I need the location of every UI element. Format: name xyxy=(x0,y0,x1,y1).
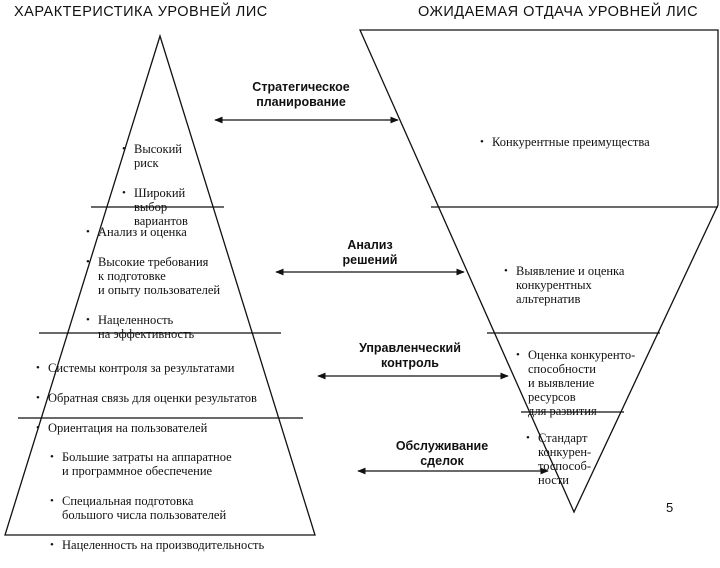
returns-strategic xyxy=(478,121,708,165)
list-item: • Нацеленность на эффективность xyxy=(84,313,284,341)
list-item: • Оценка конкуренто- способности и выявление ресурсов для развития xyxy=(514,348,664,418)
list-item: • Нацеленность на производительность xyxy=(48,538,318,552)
returns-transactions xyxy=(524,417,624,503)
list-item: • Ориентация на пользователей xyxy=(34,421,324,435)
right-header: ОЖИДАЕМАЯ ОТДАЧА УРОВНЕЙ ЛИС xyxy=(418,4,699,20)
left-header: ХАРАКТЕРИСТИКА УРОВНЕЙ ЛИС xyxy=(14,4,268,20)
list-item: • Высокие требования к подготовке и опыту пользователей xyxy=(84,255,284,297)
characteristics-transactions xyxy=(48,436,318,568)
list-item: • Конкурентные преимущества xyxy=(478,135,708,149)
list-item: • Специальная подготовка большого числа пользователей xyxy=(48,494,318,522)
list-item: • Обратная связь для оценки результатов xyxy=(34,391,324,405)
list-item: • Большие затраты на аппаратное и программное обеспечение xyxy=(48,450,318,478)
list-item: • Широкий выбор вариантов xyxy=(120,186,230,228)
list-item: • Выявление и оценка конкурентных альтернатив xyxy=(502,264,682,306)
characteristics-analysis xyxy=(84,211,284,357)
level-label-control: Управленческий контроль xyxy=(359,341,461,370)
returns-analysis xyxy=(502,250,682,322)
list-item: • Системы контроля за результатами xyxy=(34,361,324,375)
list-item: • Высокий риск xyxy=(120,142,230,170)
list-item: • Стандарт конкурен- тоспособ- ности xyxy=(524,431,624,487)
level-label-transactions: Обслуживание сделок xyxy=(395,439,489,468)
page-number: 5 xyxy=(666,500,674,515)
level-label-strategic: Стратегическое планирование xyxy=(252,80,350,109)
list-item: • Анализ и оценка xyxy=(84,225,284,239)
level-label-analysis: Анализ решений xyxy=(342,238,398,267)
